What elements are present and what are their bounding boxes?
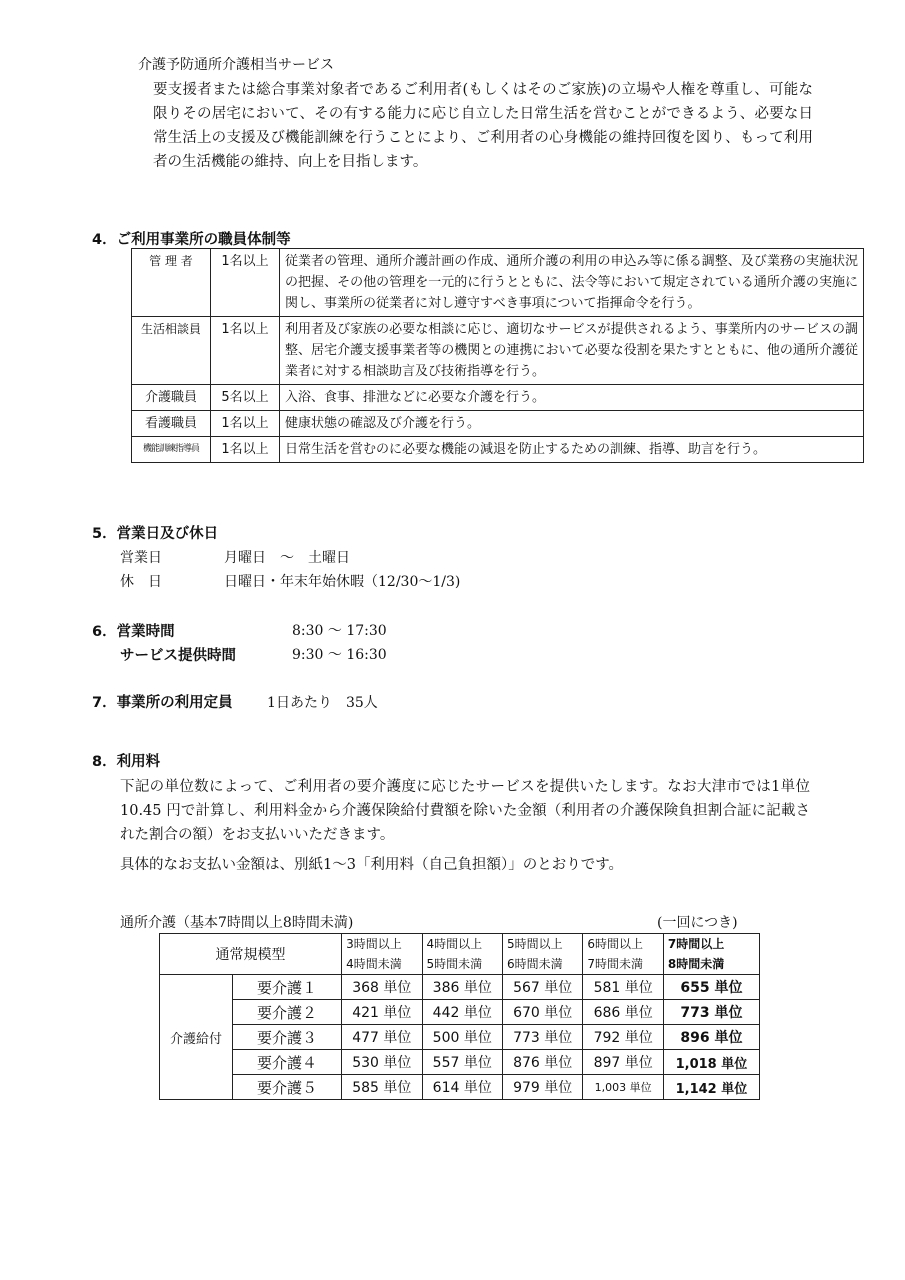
staff-duty: 健康状態の確認及び介護を行う。 [280,411,864,437]
staff-duty: 入浴、食事、排泄などに必要な介護を行う。 [280,385,864,411]
fee-value: 896 単位 [663,1025,759,1050]
service-hours: 9:30 ～ 16:30 [292,647,387,663]
fee-value: 670 単位 [502,1000,582,1025]
care-level: 要介護２ [233,1000,342,1025]
business-hours: 8:30 ～ 17:30 [292,623,387,639]
fee-value: 614 単位 [422,1075,502,1100]
fee-value: 979 単位 [502,1075,582,1100]
intro-title: 介護予防通所介護相当サービス [138,57,334,73]
staff-count: 1名以上 [211,317,280,385]
fee-value: 773 単位 [663,1000,759,1025]
section8-note: 具体的なお支払い金額は、別紙1～3「利用料（自己負担額）」のとおりです。 [120,857,624,873]
fee-row [160,1000,760,1025]
fee-value: 792 単位 [583,1025,663,1050]
service-hours-label: サービス提供時間 [120,648,236,664]
section6-title: 6．営業時間 [92,624,175,640]
staff-role: 介護職員 [132,385,211,411]
duration-header-bottom: 7時間未満 [583,954,663,975]
fee-value: 477 単位 [342,1025,422,1050]
fee-value: 421 単位 [342,1000,422,1025]
duration-header-bottom: 5時間未満 [422,954,502,975]
staff-role: 生活相談員 [132,317,211,385]
closed-days-value: 日曜日・年末年始休暇（12/30～1/3) [224,574,461,590]
staff-row [132,317,864,385]
care-level: 要介護１ [233,975,342,1000]
staff-row [132,411,864,437]
fee-value: 567 単位 [502,975,582,1000]
care-level: 要介護５ [233,1075,342,1100]
staff-count: 1名以上 [211,411,280,437]
fee-value: 530 単位 [342,1050,422,1075]
benefit-group: 介護給付 [160,975,233,1100]
fee-value: 897 単位 [583,1050,663,1075]
duration-header-top: 3時間以上 [342,934,422,955]
section7-title: 7．事業所の利用定員 [92,695,233,711]
fee-value: 876 単位 [502,1050,582,1075]
fee-value: 386 単位 [422,975,502,1000]
fee-value: 368 単位 [342,975,422,1000]
section7 [92,691,378,712]
duration-header-bottom: 4時間未満 [342,954,422,975]
fee-value: 1,018 単位 [663,1050,759,1075]
fee-value: 686 単位 [583,1000,663,1025]
care-level: 要介護４ [233,1050,342,1075]
staff-duty: 日常生活を営むのに必要な機能の減退を防止するための訓練、指導、助言を行う。 [280,437,864,463]
fee-value: 1,003 単位 [583,1075,663,1100]
staff-duty: 利用者及び家族の必要な相談に応じ、適切なサービスが提供されるよう、事業所内のサービスの調整、居宅介護支援事業者等の機関との連携において必要な役割を果たすとともに、他の通所介護従業者に対する相談助言及び技術指導を行う。 [280,317,864,385]
section5-title: 5．営業日及び休日 [92,526,219,542]
fee-value: 655 単位 [663,975,759,1000]
fee-value: 585 単位 [342,1075,422,1100]
fee-value: 557 単位 [422,1050,502,1075]
section8-body: 下記の単位数によって、ご利用者の要介護度に応じたサービスを提供いたします。なお大津市では1単位 10.45 円で計算し、利用料金から介護保険給付費額を除いた金額（利用者の介護保険負担割合証に記載された割合の額）をお支払いいただきます。 [120,779,810,843]
staff-role: 管 理 者 [132,249,211,317]
duration-header-top: 6時間以上 [583,934,663,955]
fee-row [160,1075,760,1100]
fee-row [160,975,760,1000]
staff-count: 5名以上 [211,385,280,411]
fee-value: 773 単位 [502,1025,582,1050]
duration-header-top: 4時間以上 [422,934,502,955]
duration-header-top: 7時間以上 [663,934,759,955]
fee-value: 442 単位 [422,1000,502,1025]
fee-row [160,1025,760,1050]
section4-title: 4．ご利用事業所の職員体制等 [92,232,291,248]
duration-header-top: 5時間以上 [502,934,582,955]
staff-count: 1名以上 [211,437,280,463]
fee-value: 500 単位 [422,1025,502,1050]
fee-table-caption: 通所介護（基本7時間以上8時間未満) [120,915,354,931]
staff-row [132,385,864,411]
open-days-value: 月曜日 ～ 土曜日 [224,550,350,566]
fee-table-unit-note: (一回につき) [657,915,738,931]
staff-duty: 従業者の管理、通所介護計画の作成、通所介護の利用の申込み等に係る調整、及び業務の実施状況の把握、その他の管理を一元的に行うとともに、法令等において規定されている通所介護の実施に関し、事業所の従業者に対し遵守すべき事項について指揮命令を行う。 [280,249,864,317]
scale-header: 通常規模型 [160,934,342,975]
section8-title: 8．利用料 [92,754,161,770]
staff-role: 看護職員 [132,411,211,437]
fee-table [159,933,760,1100]
staff-count: 1名以上 [211,249,280,317]
staff-row [132,249,864,317]
duration-header-bottom: 6時間未満 [502,954,582,975]
fee-value: 1,142 単位 [663,1075,759,1100]
staff-table [131,248,864,463]
intro-body: 要支援者または総合事業対象者であるご利用者(もしくはそのご家族)の立場や人権を尊重し、可能な限りその居宅において、その有する能力に応じ自立した日常生活を営むことができるよう、必要な日常生活上の支援及び機能訓練を行うことにより、ご利用者の心身機能の維持回復を図り、もって利用者の生活機能の維持、向上を目指します。 [153,82,813,170]
fee-row [160,1050,760,1075]
staff-role: 機能訓練指導員 [132,437,211,463]
closed-days-label: 休 日 [120,574,162,590]
open-days-label: 営業日 [120,550,162,566]
fee-value: 581 単位 [583,975,663,1000]
duration-header-bottom: 8時間未満 [663,954,759,975]
care-level: 要介護３ [233,1025,342,1050]
capacity-value: 1日あたり 35人 [267,695,378,711]
staff-row [132,437,864,463]
